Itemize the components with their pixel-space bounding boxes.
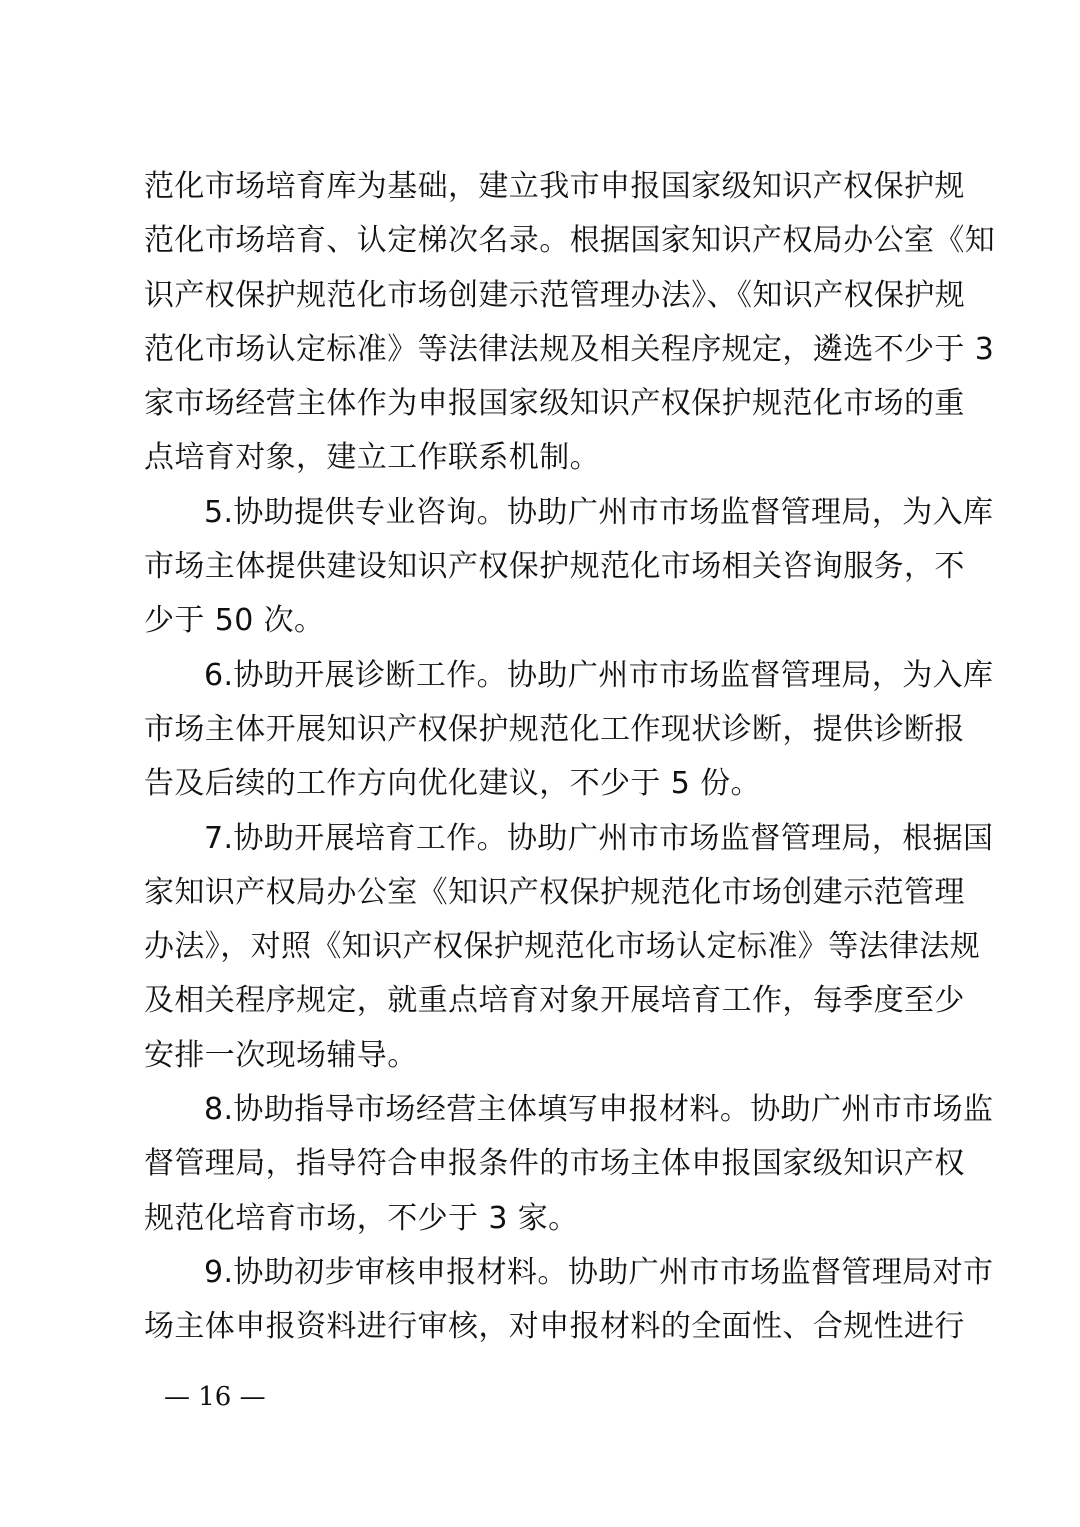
page-number: — 16 — (164, 1382, 266, 1412)
text-line: 安排一次现场辅导。 (144, 1037, 418, 1073)
text-line: 办法》，对照《知识产权保护规范化市场认定标准》等法律法规 (144, 929, 981, 965)
item-8-heading-line: 8.协助指导市场经营主体填写申报材料。协助广州市市场监 (204, 1092, 994, 1128)
text-line: 点培育对象，建立工作联系机制。 (144, 440, 600, 476)
text-line: 督管理局，指导符合申报条件的市场主体申报国家级知识产权 (144, 1146, 965, 1182)
item-5-heading-line: 5.协助提供专业咨询。协助广州市市场监督管理局，为入库 (204, 494, 994, 530)
text-line: 识产权保护规范化市场创建示范管理办法》、《知识产权保护规 (144, 277, 966, 313)
text-line: 市场主体提供建设知识产权保护规范化市场相关咨询服务，不 (144, 549, 965, 585)
item-9-heading-line: 9.协助初步审核申报材料。协助广州市市场监督管理局对市 (204, 1254, 994, 1290)
text-line: 告及后续的工作方向优化建议，不少于 5 份。 (144, 766, 761, 802)
text-line: 范化市场培育、认定梯次名录。根据国家知识产权局办公室《知 (144, 223, 996, 259)
text-line: 场主体申报资料进行审核，对申报材料的全面性、合规性进行 (144, 1309, 965, 1345)
text-line: 规范化培育市场，不少于 3 家。 (144, 1200, 579, 1236)
text-line: 市场主体开展知识产权保护规范化工作现状诊断，提供诊断报 (144, 711, 965, 747)
document-body (144, 160, 996, 1355)
text-line: 及相关程序规定，就重点培育对象开展培育工作，每季度至少 (144, 983, 965, 1019)
text-line: 范化市场认定标准》等法律法规及相关程序规定，遴选不少于 3 (144, 331, 995, 367)
text-line: 家市场经营主体作为申报国家级知识产权保护规范化市场的重 (144, 386, 965, 422)
item-7-heading-line: 7.协助开展培育工作。协助广州市市场监督管理局，根据国 (204, 820, 994, 856)
text-line: 家知识产权局办公室《知识产权保护规范化市场创建示范管理 (144, 874, 965, 910)
item-6-heading-line: 6.协助开展诊断工作。协助广州市市场监督管理局，为入库 (204, 657, 994, 693)
text-line: 范化市场培育库为基础，建立我市申报国家级知识产权保护规 (144, 169, 965, 204)
text-line: 少于 50 次。 (144, 603, 325, 639)
